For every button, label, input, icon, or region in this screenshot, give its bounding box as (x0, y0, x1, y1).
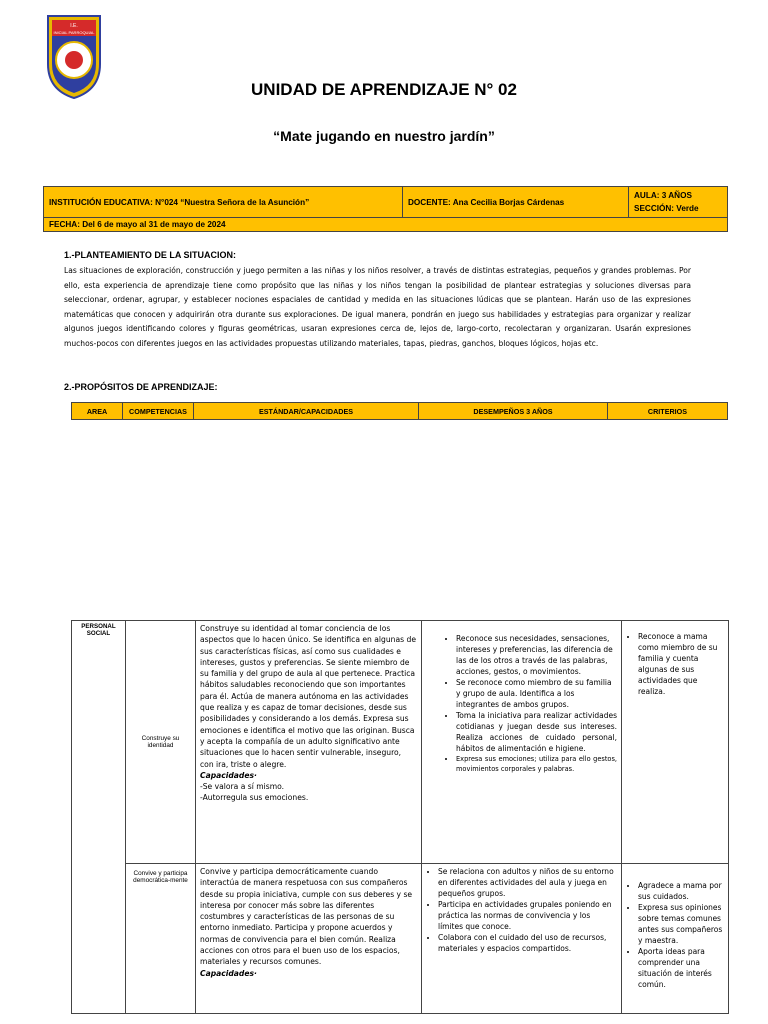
section1-paragraph: Las situaciones de exploración, construcción y juego permiten a las niñas y los niños resolver, a través de distintas estrategias, pequeños y grandes problemas. Por ello, esta experiencia de aprendizaje tiene como propósito que las niñas y los niños tengan la posibilidad de plantear estrategias y soluciones diversas para seleccionar, ordenar, agrupar, y establecer nociones espaciales de cantidad y medida en las situaciones lúdicas que se plantean. Harán uso de las expresiones matemáticas que conocen y adquirirán otra durante sus exploraciones. De igual manera, pondrán en juego sus habilidades y estrategias para organizar y realizar algunos juegos identificando colores y figuras geométricas, usaran expresiones cerca de, lejos de, largo-corto, recolectaran y organizaran. Usarán expresiones muchos-pocos con diferentes juegos en las actividades propuestas utilizando materiales, tapas, piedras, ganchos, bloques lógicos, hojas etc. (64, 266, 691, 348)
capacidad-item: -Se valora a sí mismo. (200, 782, 285, 792)
desempenos-cell (422, 621, 622, 864)
purposes-header-table (71, 402, 728, 420)
criterio-item: • Agradece a mama por sus cuidados. (638, 880, 724, 902)
section2-heading: 2.-PROPÓSITOS DE APRENDIZAJE: (64, 382, 218, 392)
docente-cell: DOCENTE: Ana Cecilia Borjas Cárdenas (403, 187, 629, 218)
col-criterios: CRITERIOS (608, 403, 728, 420)
capacidades-label: Capacidades· (200, 968, 257, 978)
capacidades-label: Capacidades· (200, 770, 257, 780)
desempeno-item: • Participa en actividades grupales poniendo en práctica las normas de convivencia y los límites que conoce. (438, 899, 617, 932)
col-competencias: COMPETENCIAS (123, 403, 194, 420)
criterio-item: • Expresa sus opiniones sobre temas comunes antes sus compañeros y maestra. (638, 902, 724, 946)
svg-text:I.E.: I.E. (70, 23, 78, 29)
desempeno-item: • Reconoce sus necesidades, sensaciones, intereses y preferencias, las diferencia de las de los otros a través de las palabras, acciones, gestos, o movimientos. (456, 633, 617, 677)
learning-table (71, 620, 729, 1014)
area-cell: PERSONAL SOCIAL (72, 621, 126, 1014)
criterio-item: • Aporta ideas para comprender una situación de interés común. (638, 946, 724, 990)
col-estandar: ESTÁNDAR/CAPACIDADES (194, 403, 419, 420)
institucion-cell: INSTITUCIÓN EDUCATIVA: N°024 “Nuestra Señora de la Asunción” (44, 187, 403, 218)
col-desempenos: DESEMPEÑOS 3 AÑOS (419, 403, 608, 420)
fecha-cell: FECHA: Del 6 de mayo al 31 de mayo de 2024 (44, 218, 728, 232)
competencia-cell: Construye su identidad (126, 621, 196, 864)
competencia-cell: Convive y participa democrática-mente (126, 864, 196, 1014)
desempeno-item: • Toma la iniciativa para realizar actividades cotidianas y juegan desde sus intereses. Realiza acciones de cuidado personal, hábitos de alimentación e higiene. (456, 710, 617, 754)
estandar-text: Construye su identidad al tomar conciencia de los aspectos que lo hacen único. Se identifica en algunas de sus características físicas, así como sus cualidades e intereses, gustos y preferencias. Se siente miembro de su familia y del grupo de aula al que pertenece. Practica hábitos saludables reconociendo que son importantes para él. Actúa de manera autónoma en las actividades que realiza y es capaz de tomar decisiones, desde sus posibilidades y considerando a los demás. Expresa sus emociones e identifica el motivo que las originan. Busca y acepta la compañía de un adulto significativo ante situaciones que lo hacen sentir vulnerable, inseguro, con ira, triste o alegre. (200, 624, 417, 769)
document-subtitle: “Mate jugando en nuestro jardín” (273, 128, 495, 144)
capacidad-item: -Autorregula sus emociones. (200, 793, 309, 803)
criterios-cell (622, 864, 729, 1014)
section1-heading: 1.-PLANTEAMIENTO DE LA SITUACION: (64, 250, 237, 260)
desempeno-item: • Colabora con el cuidado del uso de recursos, materiales y espacios compartidos. (438, 932, 617, 954)
svg-text:INICIAL PARROQUIAL: INICIAL PARROQUIAL (53, 30, 95, 35)
table-row (72, 621, 729, 864)
criterios-cell (622, 621, 729, 864)
estandar-cell (196, 621, 422, 864)
document-title: UNIDAD DE APRENDIZAJE N° 02 (251, 80, 517, 99)
aula-label: AULA: 3 AÑOS (634, 191, 692, 200)
estandar-text: Convive y participa democráticamente cuando interactúa de manera respetuosa con sus compañeros desde su propia iniciativa, cumple con sus deberes y se interesa por conocer más sobre las diferentes costumbres y características de las personas de su entorno inmediato. Participa y propone acuerdos y normas de convivencia para el bien común. Realiza acciones con otros para el buen uso de los espacios, materiales y recursos comunes. (200, 867, 413, 967)
desempeno-item: • Se reconoce como miembro de su familia y grupo de aula. Identifica a los integrantes de ambos grupos. (456, 677, 617, 710)
table-row (72, 864, 729, 1014)
desempeno-item: • Se relaciona con adultos y niños de su entorno en diferentes actividades del aula y juega en pequeños grupos. (438, 866, 617, 899)
info-table (43, 186, 728, 232)
criterio-item: • Reconoce a mama como miembro de su familia y cuenta algunas de sus actividades que realiza. (638, 631, 724, 697)
desempenos-cell (422, 864, 622, 1014)
seccion-label: SECCIÓN: Verde (634, 204, 699, 213)
desempeno-item: • Expresa sus emociones; utiliza para ello gestos, movimientos corporales y palabras. (456, 754, 617, 774)
col-area: AREA (72, 403, 123, 420)
aula-seccion-cell (629, 187, 728, 218)
estandar-cell (196, 864, 422, 1014)
